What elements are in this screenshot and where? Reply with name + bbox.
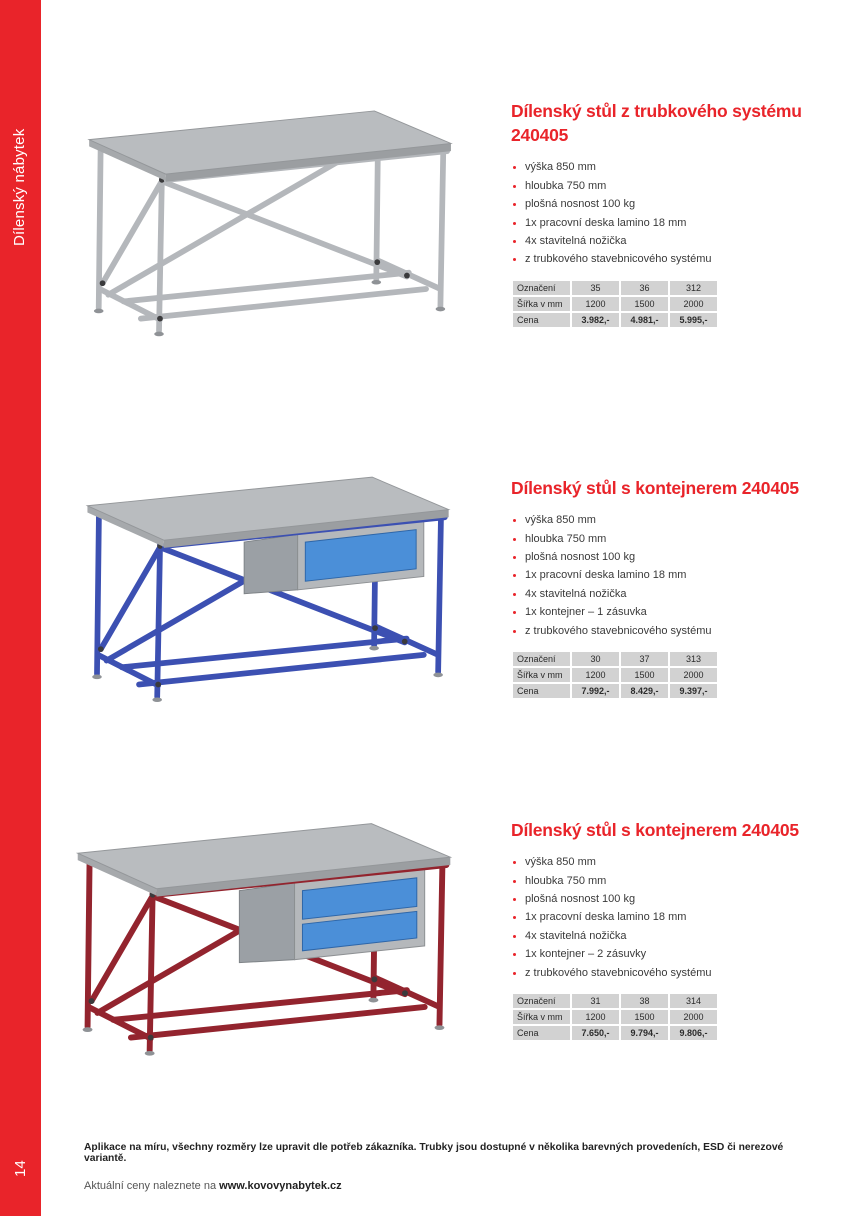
feature-list xyxy=(511,158,829,268)
price-cell: 30 xyxy=(572,652,619,666)
feature-item: hloubka 750 mm xyxy=(511,530,829,548)
price-table xyxy=(511,279,719,329)
product-info xyxy=(511,476,829,700)
product-title: Dílenský stůl s kontejnerem 240405 xyxy=(511,820,799,840)
feature-item: hloubka 750 mm xyxy=(511,177,829,195)
price-table-row xyxy=(513,684,717,698)
feature-item: výška 850 mm xyxy=(511,853,829,871)
price-row-label: Označení xyxy=(513,281,570,295)
price-cell: 38 xyxy=(621,994,668,1008)
feature-item: 4x stavitelná nožička xyxy=(511,927,829,945)
product-title: Dílenský stůl z trubkového systému 240405 xyxy=(511,101,802,146)
price-cell: 31 xyxy=(572,994,619,1008)
feature-item: z trubkového stavebnicového systému xyxy=(511,622,829,640)
price-row-label: Cena xyxy=(513,684,570,698)
price-cell: 1200 xyxy=(572,668,619,682)
price-cell: 5.995,- xyxy=(670,313,717,327)
feature-item: 4x stavitelná nožička xyxy=(511,232,829,250)
price-cell: 7.650,- xyxy=(572,1026,619,1040)
product-photo-chrome-table xyxy=(70,90,472,352)
feature-item: výška 850 mm xyxy=(511,158,829,176)
feature-item: z trubkového stavebnicového systému xyxy=(511,964,829,982)
price-cell: 1500 xyxy=(621,1010,668,1024)
workbench-illustration xyxy=(66,458,472,716)
price-table xyxy=(511,650,719,700)
price-table-row xyxy=(513,994,717,1008)
price-cell: 2000 xyxy=(670,668,717,682)
feature-item: 1x kontejner – 2 zásuvky xyxy=(511,945,829,963)
price-cell: 312 xyxy=(670,281,717,295)
price-cell: 2000 xyxy=(670,297,717,311)
feature-list xyxy=(511,511,829,640)
price-cell: 1500 xyxy=(621,668,668,682)
price-cell: 9.806,- xyxy=(670,1026,717,1040)
sidebar xyxy=(0,0,41,1216)
product-info xyxy=(511,99,829,329)
product-info xyxy=(511,818,829,1042)
price-row-label: Označení xyxy=(513,994,570,1008)
workbench-illustration xyxy=(70,90,472,352)
price-cell: 313 xyxy=(670,652,717,666)
feature-item: 1x pracovní deska lamino 18 mm xyxy=(511,908,829,926)
price-cell: 3.982,- xyxy=(572,313,619,327)
price-cell: 35 xyxy=(572,281,619,295)
price-cell: 1200 xyxy=(572,297,619,311)
price-cell: 36 xyxy=(621,281,668,295)
price-table-row xyxy=(513,1026,717,1040)
workbench-illustration xyxy=(58,802,472,1072)
price-cell: 7.992,- xyxy=(572,684,619,698)
footer-prices-line xyxy=(84,1180,342,1192)
price-table-row xyxy=(513,281,717,295)
feature-list xyxy=(511,853,829,982)
feature-item: z trubkového stavebnicového systému xyxy=(511,250,829,268)
price-cell: 2000 xyxy=(670,1010,717,1024)
footer-prices-prefix: Aktuální ceny naleznete na xyxy=(84,1180,220,1192)
price-row-label: Šířka v mm xyxy=(513,668,570,682)
product-photo-red-table xyxy=(58,802,472,1072)
footer-note: Aplikace na míru, všechny rozměry lze upravit dle potřeb zákazníka. Trubky jsou dostupné v několika barevných provedeních, ESD či nerezové variantě. xyxy=(84,1142,784,1164)
price-row-label: Šířka v mm xyxy=(513,297,570,311)
sidebar-category-label: Dílenský nábytek xyxy=(11,128,28,246)
feature-item: 1x pracovní deska lamino 18 mm xyxy=(511,214,829,232)
price-table-row xyxy=(513,1010,717,1024)
price-table-row xyxy=(513,313,717,327)
footer-website: www.kovovynabytek.cz xyxy=(219,1180,342,1192)
page-number: 14 xyxy=(12,1160,29,1177)
feature-item: hloubka 750 mm xyxy=(511,872,829,890)
price-row-label: Cena xyxy=(513,1026,570,1040)
feature-item: 1x kontejner – 1 zásuvka xyxy=(511,603,829,621)
price-cell: 314 xyxy=(670,994,717,1008)
price-cell: 8.429,- xyxy=(621,684,668,698)
price-row-label: Šířka v mm xyxy=(513,1010,570,1024)
feature-item: 1x pracovní deska lamino 18 mm xyxy=(511,566,829,584)
price-cell: 9.397,- xyxy=(670,684,717,698)
price-cell: 1200 xyxy=(572,1010,619,1024)
price-table xyxy=(511,992,719,1042)
price-cell: 9.794,- xyxy=(621,1026,668,1040)
feature-item: výška 850 mm xyxy=(511,511,829,529)
price-cell: 1500 xyxy=(621,297,668,311)
feature-item: plošná nosnost 100 kg xyxy=(511,890,829,908)
price-table-row xyxy=(513,297,717,311)
feature-item: plošná nosnost 100 kg xyxy=(511,548,829,566)
price-table-row xyxy=(513,652,717,666)
product-title: Dílenský stůl s kontejnerem 240405 xyxy=(511,478,799,498)
product-photo-blue-table xyxy=(66,458,472,716)
price-table-row xyxy=(513,668,717,682)
feature-item: 4x stavitelná nožička xyxy=(511,585,829,603)
feature-item: plošná nosnost 100 kg xyxy=(511,195,829,213)
price-row-label: Cena xyxy=(513,313,570,327)
price-cell: 37 xyxy=(621,652,668,666)
price-cell: 4.981,- xyxy=(621,313,668,327)
price-row-label: Označení xyxy=(513,652,570,666)
